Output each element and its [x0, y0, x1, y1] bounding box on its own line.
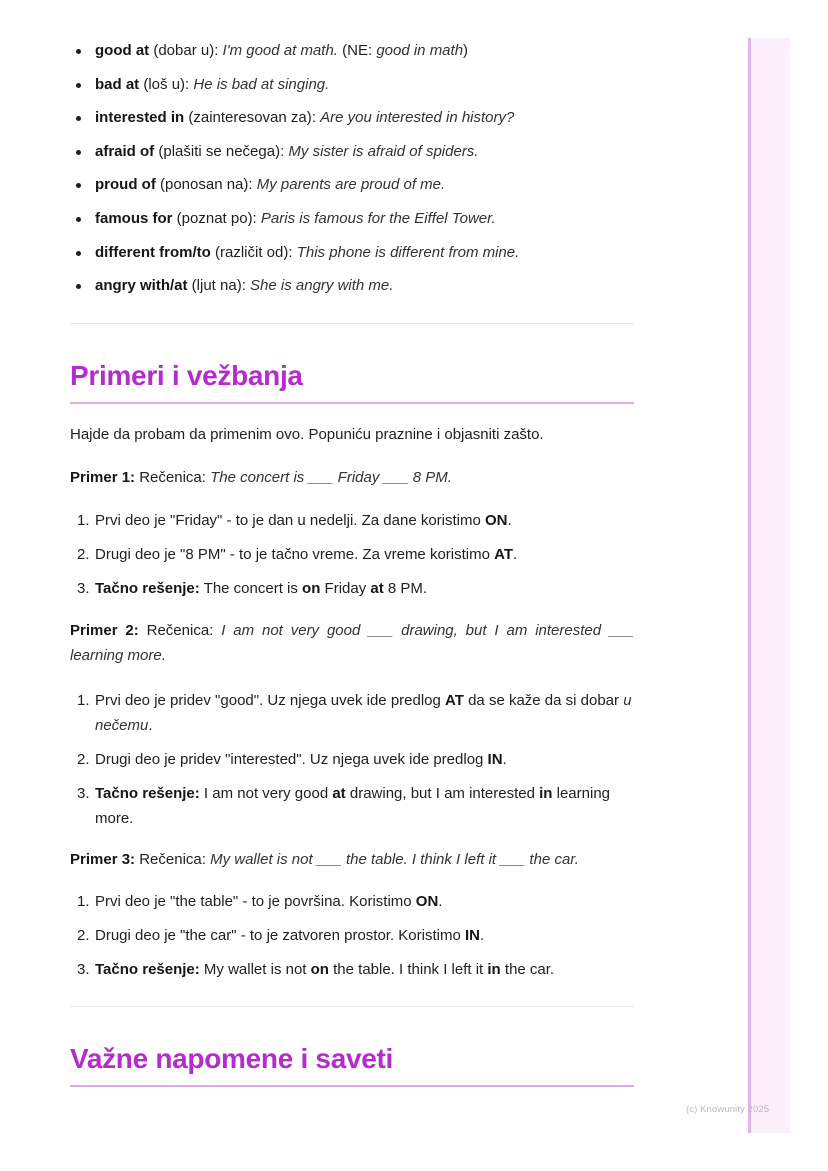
step-keyword: in: [539, 785, 553, 802]
list-item: [70, 241, 634, 275]
step-text: Drugi deo je "8 PM" - to je tačno vreme. Za vreme koristimo: [95, 546, 495, 563]
vocab-term: good at: [95, 42, 150, 59]
vocab-example: My parents are proud of me.: [256, 176, 446, 194]
vocab-example: She is angry with me.: [250, 277, 394, 295]
step-item: [70, 542, 634, 567]
step-number: 1.: [77, 692, 90, 709]
vocab-translation: (loš u):: [139, 75, 194, 93]
example-2-sentence: [70, 618, 634, 668]
step-keyword: at: [332, 785, 346, 802]
example-1-steps: [70, 508, 634, 610]
examples-intro: Hajde da probam da primenim ovo. Popuniću praznine i objasniti zašto.: [70, 426, 544, 443]
step-text: the car.: [500, 961, 555, 978]
step-text: .: [479, 927, 485, 944]
step-text: 8 PM.: [383, 580, 428, 597]
list-item: [70, 73, 634, 107]
step-text: Drugi deo je "the car" - to je zatvoren prostor. Koristimo: [95, 927, 465, 944]
vocab-example: This phone is different from mine.: [296, 243, 520, 261]
bullet-icon: [76, 83, 81, 88]
list-item: [70, 173, 634, 207]
solution-label: Tačno rešenje:: [95, 961, 200, 978]
step-keyword: on: [310, 961, 329, 978]
example-1-sentence: [70, 465, 634, 490]
example-label: Primer 1:: [70, 469, 136, 486]
step-text: Drugi deo je pridev "interested". Uz njega uvek ide predlog: [95, 751, 488, 768]
vocab-term: proud of: [95, 176, 156, 194]
example-label: Primer 2:: [70, 622, 139, 639]
step-item: [70, 576, 634, 601]
step-number: 1.: [77, 893, 90, 910]
vocab-term: bad at: [95, 75, 140, 93]
list-item: [70, 274, 634, 308]
vocab-translation: (ponosan na):: [155, 176, 257, 194]
step-keyword: AT: [445, 692, 464, 709]
vocab-example: I'm good at math.: [222, 42, 338, 59]
step-text: Prvi deo je pridev "good". Uz njega uvek ide predlog: [95, 692, 446, 709]
vocab-translation: (plašiti se nečega):: [154, 142, 289, 160]
step-text: Friday: [320, 580, 371, 597]
step-item: [70, 508, 634, 533]
step-number: 2.: [77, 546, 90, 563]
bullet-icon: [76, 49, 81, 54]
list-item: [70, 39, 634, 73]
list-item: [70, 140, 634, 174]
sentence-prefix: Rečenica:: [135, 851, 211, 868]
step-text: My wallet is not: [199, 961, 311, 978]
step-item: [70, 889, 634, 914]
vocab-translation: (dobar u):: [149, 42, 223, 59]
solution-label: Tačno rešenje:: [95, 580, 200, 597]
step-text: .: [507, 512, 512, 529]
step-text: learning more.: [95, 785, 611, 827]
example-sentence: The concert is ___ Friday ___ 8 PM.: [210, 469, 452, 486]
step-keyword: IN: [464, 927, 480, 944]
step-keyword: on: [302, 580, 321, 597]
step-text: Prvi deo je "the table" - to je površina. Koristimo: [95, 893, 416, 910]
bullet-icon: [76, 217, 81, 222]
vocab-term: famous for: [95, 209, 173, 227]
vocab-translation: (ljut na):: [187, 277, 251, 295]
step-keyword: ON: [415, 893, 439, 910]
vocab-note-prefix: (NE:: [337, 42, 377, 59]
example-3-steps: [70, 889, 634, 991]
step-text: drawing, but I am interested: [345, 785, 540, 802]
step-text: .: [438, 893, 443, 910]
vocab-list: [70, 39, 634, 308]
list-item: [70, 207, 634, 241]
step-keyword: in: [487, 961, 501, 978]
step-item: [70, 688, 634, 738]
vocab-term: afraid of: [95, 142, 155, 160]
copyright-footer: (c) Knowunity 2025: [686, 1104, 770, 1115]
bullet-icon: [76, 284, 81, 289]
step-number: 2.: [77, 751, 90, 768]
bullet-icon: [76, 251, 81, 256]
step-number: 3.: [77, 580, 90, 597]
step-emphasis: u nečemu: [95, 692, 632, 734]
divider: [70, 1006, 634, 1007]
step-keyword: at: [370, 580, 384, 597]
step-text: .: [513, 546, 518, 563]
divider: [70, 323, 634, 324]
vocab-note: good in math: [376, 42, 464, 59]
sentence-prefix: Rečenica:: [135, 469, 211, 486]
step-number: 3.: [77, 961, 90, 978]
step-text: .: [502, 751, 507, 768]
vocab-example: Are you interested in history?: [320, 109, 515, 127]
vocab-translation: (zainteresovan za):: [184, 109, 321, 127]
step-text: da se kaže da si dobar: [463, 692, 624, 709]
step-text: The concert is: [199, 580, 303, 597]
example-sentence: I am not very good ___ drawing, but I am interested ___ learning more.: [70, 622, 634, 664]
bullet-icon: [76, 116, 81, 121]
list-item: [70, 106, 634, 140]
vocab-term: different from/to: [95, 243, 211, 261]
vocab-term: angry with/at: [95, 277, 188, 295]
step-item: [70, 781, 634, 831]
step-keyword: ON: [485, 512, 508, 529]
step-keyword: IN: [487, 751, 503, 768]
step-item: [70, 923, 634, 948]
example-sentence: My wallet is not ___ the table. I think I left it ___ the car.: [210, 851, 579, 868]
vocab-translation: (različit od):: [210, 243, 297, 261]
solution-label: Tačno rešenje:: [95, 785, 200, 802]
step-number: 1.: [77, 512, 90, 529]
example-label: Primer 3:: [70, 851, 136, 868]
bullet-icon: [76, 183, 81, 188]
step-text: .: [148, 717, 153, 734]
vocab-note-suffix: ): [463, 42, 469, 59]
sidebar-decoration: [748, 38, 790, 1133]
vocab-term: interested in: [95, 109, 185, 127]
section-heading-tips: Važne napomene i saveti: [70, 1041, 634, 1087]
section-heading-examples: Primeri i vežbanja: [70, 358, 634, 404]
step-text: I am not very good: [199, 785, 333, 802]
step-number: 2.: [77, 927, 90, 944]
bullet-icon: [76, 150, 81, 155]
vocab-example: He is bad at singing.: [193, 75, 330, 93]
vocab-example: My sister is afraid of spiders.: [288, 142, 479, 160]
step-item: [70, 957, 634, 982]
example-2-steps: [70, 688, 634, 840]
step-item: [70, 747, 634, 772]
vocab-example: Paris is famous for the Eiffel Tower.: [260, 209, 496, 227]
step-text: the table. I think I left it: [328, 961, 488, 978]
example-3-sentence: [70, 847, 634, 872]
step-text: Prvi deo je "Friday" - to je dan u nedelji. Za dane koristimo: [95, 512, 485, 529]
vocab-translation: (poznat po):: [172, 209, 261, 227]
step-number: 3.: [77, 785, 90, 802]
step-keyword: AT: [494, 546, 514, 563]
sentence-prefix: Rečenica:: [138, 622, 222, 639]
